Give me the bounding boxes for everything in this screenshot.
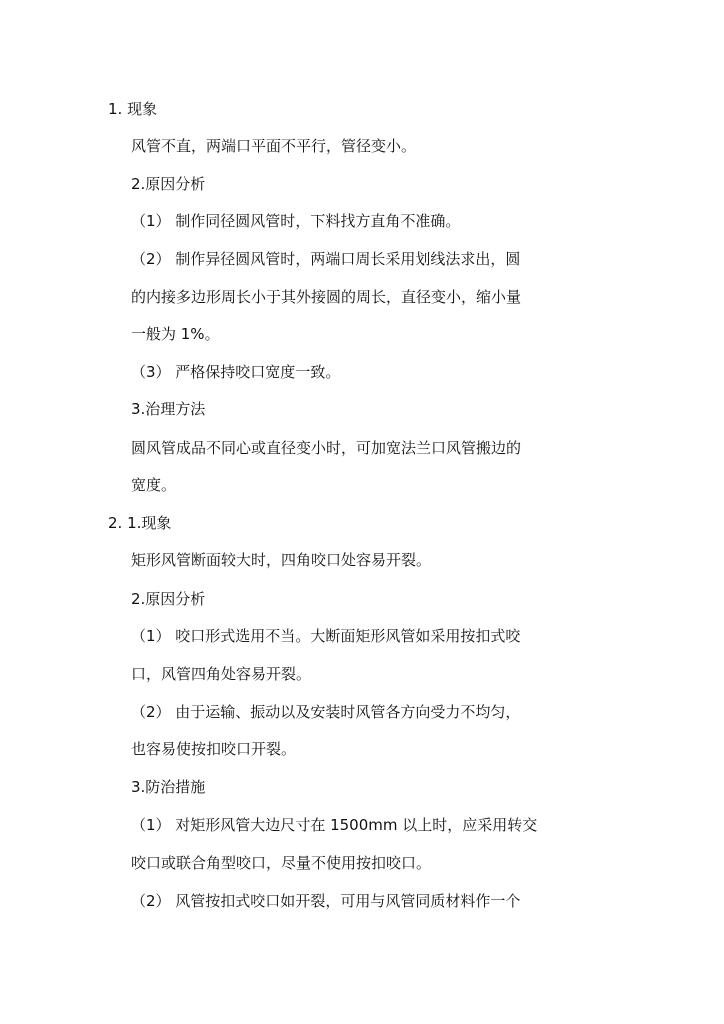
text-line: （3） 严格保持咬口宽度一致。: [131, 363, 341, 381]
subheading-cause: 2.原因分析: [131, 590, 206, 608]
text-line: 也容易使按扣咬口开裂。: [131, 740, 297, 758]
section-1-heading: 1. 现象: [108, 100, 158, 118]
subheading-cause: 2.原因分析: [131, 175, 206, 193]
text-line: （1） 咬口形式选用不当。大断面矩形风管如采用按扣式咬: [131, 627, 521, 645]
section-2-heading: 2. 1.现象: [108, 514, 172, 532]
text-line: 矩形风管断面较大时，四角咬口处容易开裂。: [131, 551, 432, 569]
text-line: （1） 制作同径圆风管时，下料找方直角不准确。: [131, 212, 461, 230]
subheading-measures: 3.防治措施: [131, 778, 206, 796]
text-line: 咬口或联合角型咬口，尽量不使用按扣咬口。: [131, 854, 432, 872]
text-line: 圆风管成品不同心或直径变小时，可加宽法兰口风管搬边的: [131, 439, 522, 457]
text-line: 的内接多边形周长小于其外接圆的周长，直径变小，缩小量: [131, 288, 522, 306]
text-line: 一般为 1%。: [131, 325, 220, 343]
subheading-treatment: 3.治理方法: [131, 400, 206, 418]
text-line: 宽度。: [131, 476, 177, 494]
text-line: （2） 制作异径圆风管时，两端口周长采用划线法求出，圆: [131, 250, 521, 268]
text-line: 风管不直，两端口平面不平行，管径变小。: [131, 137, 417, 155]
text-line: （2） 由于运输、振动以及安装时风管各方向受力不均匀，: [131, 703, 521, 721]
text-line: （1） 对矩形风管大边尺寸在 1500mm 以上时，应采用转交: [131, 816, 538, 834]
text-line: 口，风管四角处容易开裂。: [131, 665, 312, 683]
text-line: （2） 风管按扣式咬口如开裂，可用与风管同质材料作一个: [131, 892, 521, 910]
